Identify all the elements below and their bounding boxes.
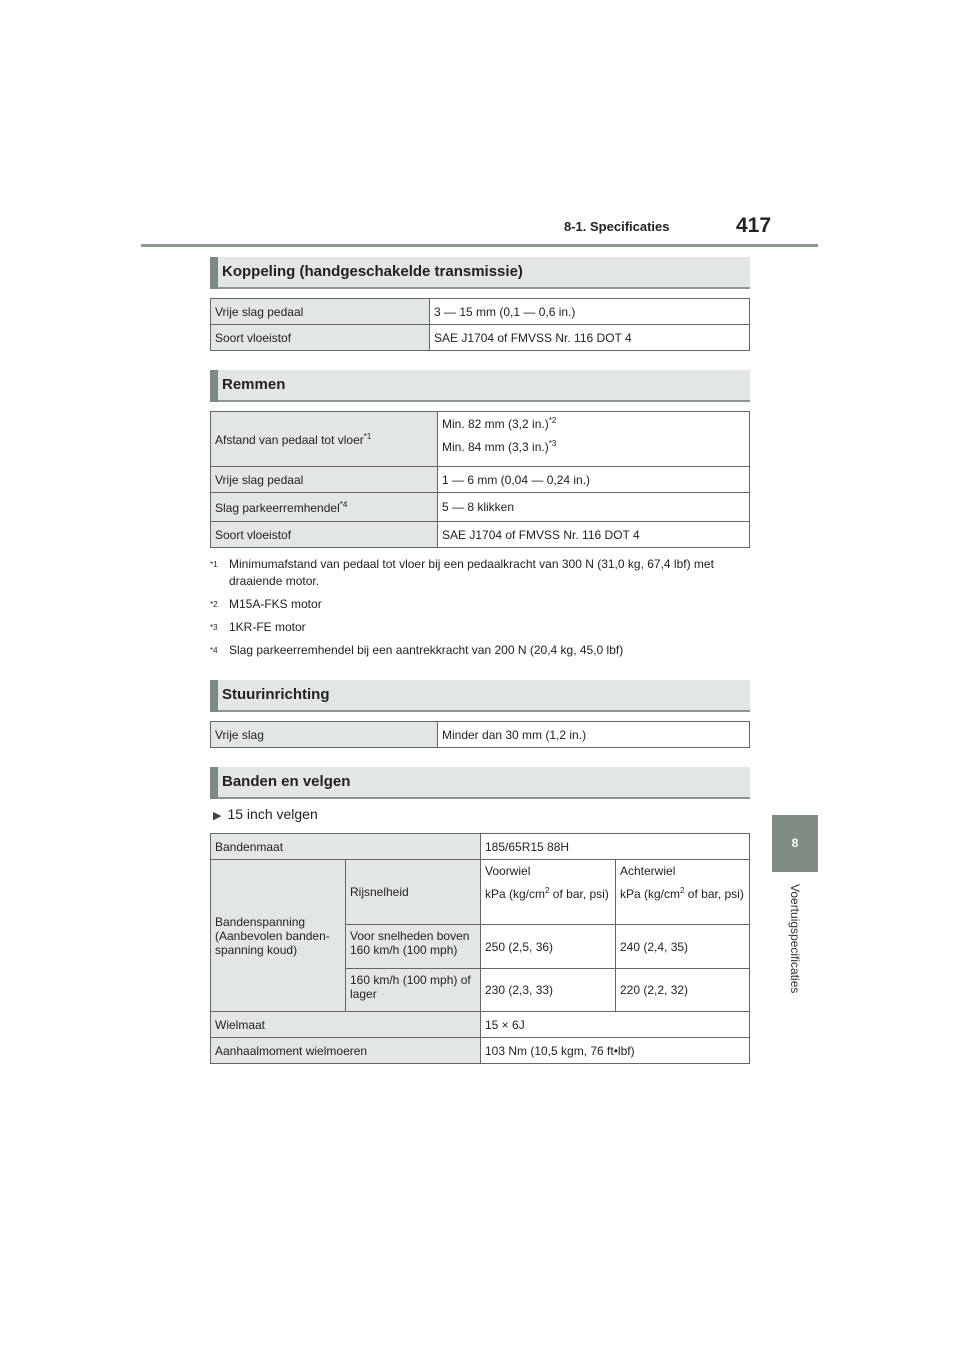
brakes-table: [210, 411, 750, 548]
section-clutch: Koppeling (handgeschakelde transmissie): [210, 257, 750, 289]
table-row: Soort vloeistof SAE J1704 of FMVSS Nr. 116 DOT 4: [211, 522, 750, 548]
table-row: Vrije slag Minder dan 30 mm (1,2 in.): [211, 722, 750, 748]
table-row: Slag parkeerremhendel$^{*4}$ 5 — 8 klikken: [211, 493, 750, 522]
footnote: *4 Slag parkeerremhendel bij een aantrekkracht van 200 N (20,4 kg, 45,0 lbf): [210, 643, 624, 657]
clutch-table: [210, 298, 750, 351]
footnote: *2 M15A-FKS motor: [210, 597, 322, 611]
table-row: Vrije slag pedaal 1 — 6 mm (0,04 — 0,24 in.): [211, 467, 750, 493]
section-steering: Stuurinrichting: [210, 680, 750, 712]
table-row: Voor snelheden boven 160 km/h (100 mph) 250 (2,5, 36) 240 (2,4, 35): [211, 925, 750, 969]
table-row: 160 km/h (100 mph) of lager 230 (2,3, 33) 220 (2,2, 32): [211, 969, 750, 1012]
footnote: *3 1KR-FE motor: [210, 620, 306, 634]
table-row: Bandenmaat 185/65R15 88H: [211, 834, 750, 860]
subheading-15-inch: ▶ 15 inch velgen: [213, 806, 318, 822]
footnote: *1 Minimumafstand van pedaal tot vloer bij een pedaalkracht van 300 N (31,0 kg, 67,4 lbf) met draaiende motor.: [210, 557, 714, 588]
triangle-bullet-icon: ▶: [213, 810, 222, 822]
table-row: Bandenspanning (Aanbevolen banden-spanning koud) Rijsnelheid Voorwiel kPa ($kg/cm^2$ of bar, psi) Achterwiel kPa ($kg/cm^2$ of bar, psi): [211, 860, 750, 925]
tires-table: [210, 833, 750, 1064]
chapter-tab-label: Voertuigspecificaties: [788, 884, 802, 994]
section-tires: Banden en velgen: [210, 767, 750, 799]
section-brakes: Remmen: [210, 370, 750, 402]
table-row: Afstand van pedaal tot vloer$^{*1}$ Min. 82 mm (3,2 in.)$^{*2}$ Min. 84 mm (3,3 in.)$^{*3}$: [211, 412, 750, 467]
header-rule: [141, 244, 818, 247]
chapter-tab-number: 8: [772, 815, 818, 872]
table-row: Wielmaat 15 × 6J: [211, 1012, 750, 1038]
table-row: Aanhaalmoment wielmoeren 103 Nm (10,5 kgm, 76 ft•lbf): [211, 1038, 750, 1064]
section-header: 8-1. Specificaties: [564, 219, 670, 234]
steering-table: [210, 721, 750, 748]
table-row: Soort vloeistof SAE J1704 of FMVSS Nr. 116 DOT 4: [211, 325, 750, 351]
page-number: 417: [736, 214, 772, 237]
table-row: Vrije slag pedaal 3 — 15 mm (0,1 — 0,6 in.): [211, 299, 750, 325]
